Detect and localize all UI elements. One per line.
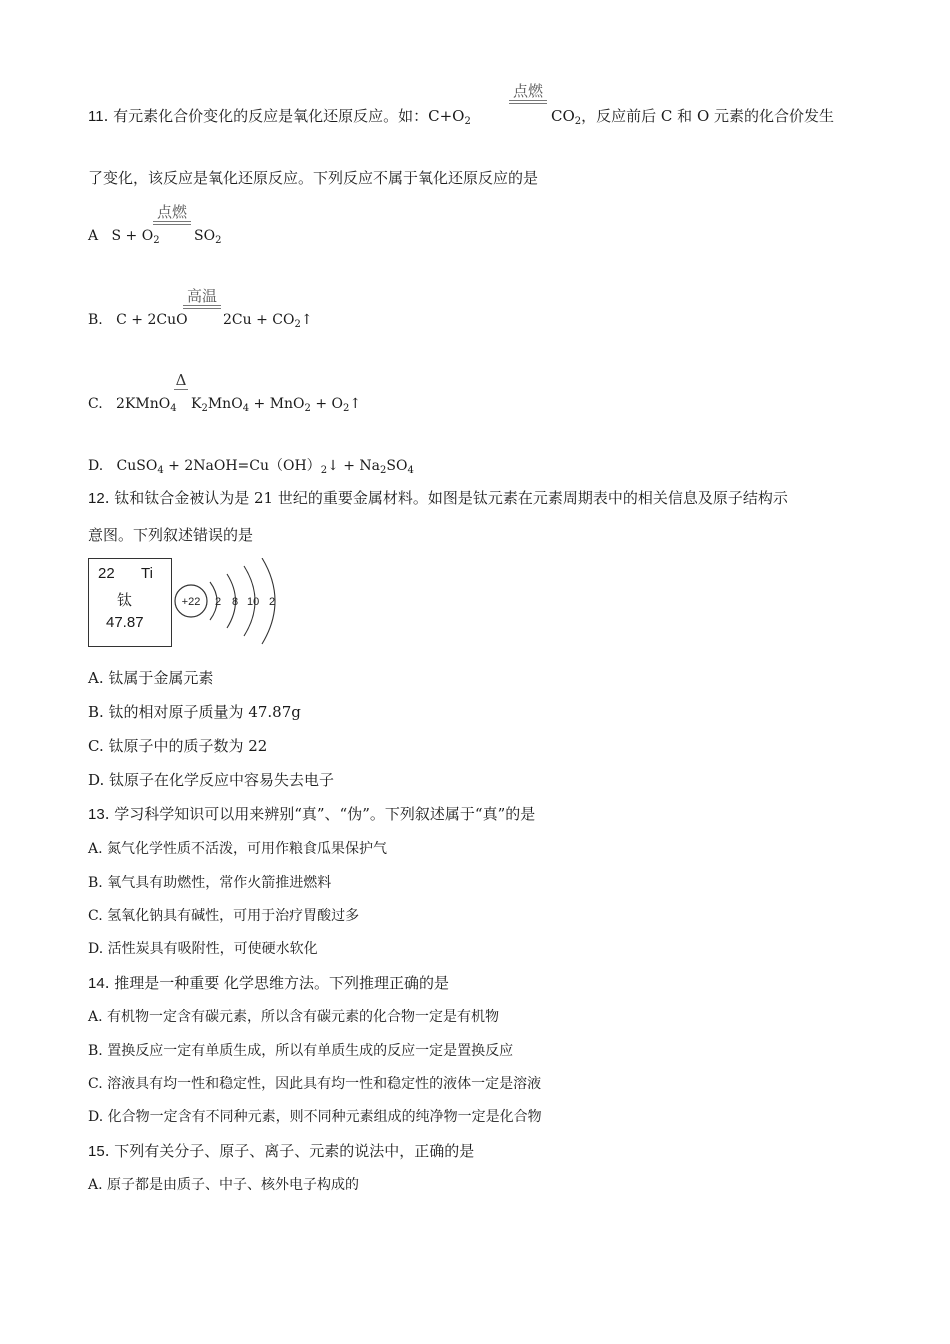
- q12-option-c: C. 钛原子中的质子数为 22: [88, 737, 268, 755]
- element-name: 钛: [117, 591, 133, 609]
- atomic-structure-diagram: [172, 558, 352, 648]
- q11-option-d: D. CuSO$_4$ + $2NaOH=Cu(OH)_2↓ + Na_2SO_4$: [88, 458, 414, 476]
- q14-option-c: C. 溶液具有均一性和稳定性，因此具有均一性和稳定性的液体一定是溶液: [88, 1076, 542, 1092]
- q15-number: 15: [88, 1143, 105, 1160]
- shell-electrons-4: 2: [269, 596, 276, 608]
- q12-line1: 12. 钛和钛合金被认为是 21 世纪的重要金属材料。如图是钛元素在元素周期表中的相关信息及原子结构示: [88, 489, 788, 507]
- q13-stem: 13. 学习科学知识可以用来辨别“真”、“伪”。下列叙述属于“真”的是: [88, 805, 536, 823]
- q11-number: 11: [88, 108, 104, 125]
- q12-option-a: A. 钛属于金属元素: [88, 669, 214, 687]
- q13-option-c: C. 氢氧化钠具有碱性，可用于治疗胃酸过多: [88, 908, 360, 924]
- q11-option-b: B. C + 2CuO: [88, 312, 188, 328]
- atomic-number: 22: [98, 565, 115, 582]
- q12-option-b: B. 钛的相对原子质量为 47.87g: [88, 703, 301, 721]
- q15-option-a: A. 原子都是由质子、中子、核外电子构成的: [88, 1177, 360, 1193]
- q14-number: 14: [88, 975, 105, 992]
- q11-option-c-condition: Δ: [175, 371, 187, 389]
- q12-line2: 意图。下列叙述错误的是: [88, 526, 254, 544]
- shell-electrons-2: 8: [232, 596, 239, 608]
- q12-option-d: D. 钛原子在化学反应中容易失去电子: [88, 771, 335, 789]
- shell-electrons-1: 2: [215, 596, 222, 608]
- q11-option-b-condition: 高温: [183, 287, 221, 309]
- q11-option-c: C. 2KMnO$_4$: [88, 396, 177, 414]
- atomic-mass: 47.87: [106, 614, 144, 631]
- q11-line2: 了变化，该反应是氧化还原反应。下列反应不属于氧化还原反应的是: [88, 169, 539, 187]
- shell-electrons-3: 10: [247, 596, 260, 608]
- q13-option-b: B. 氧气具有助燃性，常作火箭推进燃料: [88, 875, 332, 891]
- nucleus-charge: +22: [181, 596, 201, 608]
- q12-number: 12: [88, 490, 105, 507]
- q11-option-a-condition: 点燃: [153, 203, 191, 225]
- q13-option-d: D. 活性炭具有吸附性，可使硬水软化: [88, 941, 318, 957]
- element-symbol: Ti: [141, 565, 153, 582]
- q14-stem: 14. 推理是一种重要 化学思维方法。下列推理正确的是: [88, 974, 449, 992]
- q11-line1: 11. 有元素化合价变化的反应是氧化还原反应。如：$C+O_2$: [88, 107, 471, 127]
- q14-option-a: A. 有机物一定含有碳元素，所以含有碳元素的化合物一定是有机物: [88, 1009, 500, 1025]
- q11-line1-rest: $CO_2$，反应前后 C 和 O 元素的化合价发生: [551, 107, 835, 127]
- q14-option-b: B. 置换反应一定有单质生成，所以有单质生成的反应一定是置换反应: [88, 1043, 514, 1059]
- q11-condition: 点燃: [509, 82, 547, 104]
- q13-option-a: A. 氮气化学性质不活泼，可用作粮食瓜果保护气: [88, 841, 388, 857]
- q13-number: 13: [88, 806, 105, 823]
- periodic-element-card: [88, 558, 172, 647]
- q14-option-d: D. 化合物一定含有不同种元素，则不同种元素组成的纯净物一定是化合物: [88, 1109, 542, 1125]
- q15-stem: 15. 下列有关分子、原子、离子、元素的说法中，正确的是: [88, 1142, 475, 1160]
- q11-option-a: A $S + O_2$: [88, 228, 160, 246]
